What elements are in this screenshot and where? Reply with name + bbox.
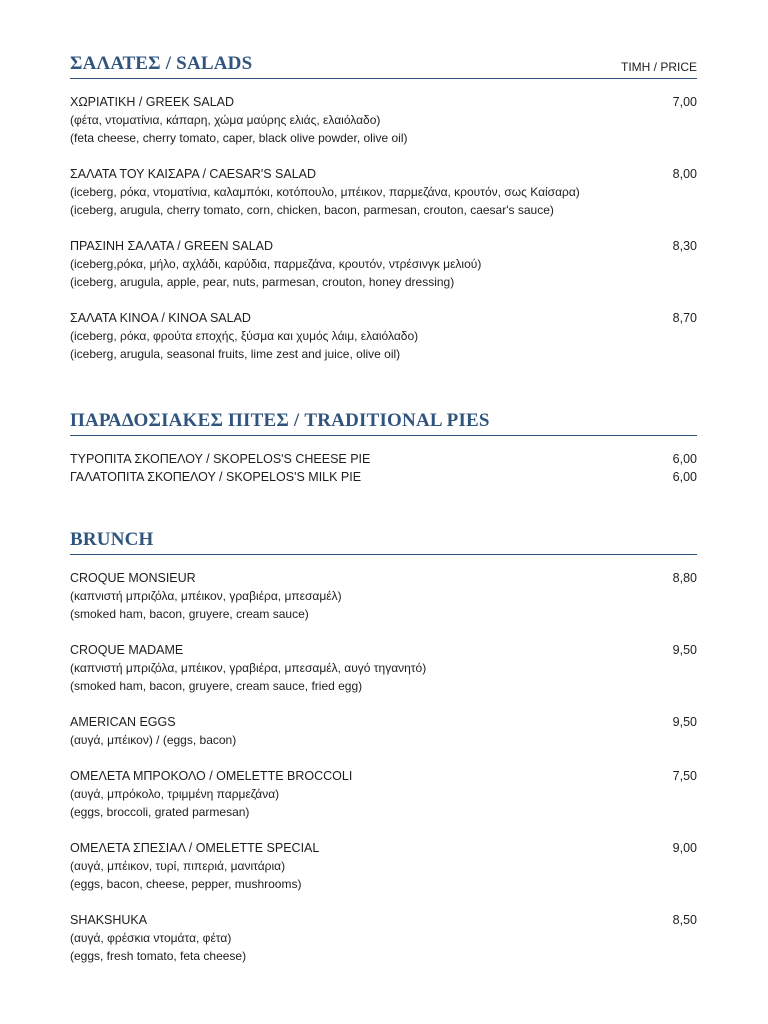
- salads-section: [70, 52, 697, 381]
- menu-item: [70, 641, 697, 695]
- item-description-greek: (iceberg, ρόκα, ντοματίνια, καλαμπόκι, κοτόπουλο, μπέικον, παρμεζάνα, κρουτόν, σως Καίσαρα): [70, 185, 580, 199]
- item-price: 9,00: [672, 841, 697, 855]
- item-description-english: (smoked ham, bacon, gruyere, cream sauce): [70, 607, 309, 621]
- item-description-english: (eggs, fresh tomato, feta cheese): [70, 949, 247, 963]
- item-price: 8,30: [672, 239, 697, 253]
- item-name: AMERICAN EGGS: [70, 715, 176, 729]
- item-name: ΟΜΕΛΕΤΑ ΜΠΡΟΚΟΛΟ / OMELETTE BROCCOLI: [70, 769, 353, 783]
- item-description-english: (eggs, bacon, cheese, pepper, mushrooms): [70, 877, 302, 891]
- item-description: (αυγά, μπέικον) / (eggs, bacon): [70, 733, 237, 747]
- item-price: 8,70: [672, 311, 697, 325]
- item-price: 8,50: [672, 913, 697, 927]
- item-description-greek: (καπνιστή μπριζόλα, μπέικον, γραβιέρα, μπεσαμέλ): [70, 589, 342, 603]
- item-name: ΓΑΛΑΤΟΠΙΤΑ ΣΚΟΠΕΛΟΥ / SKOPELOS'S MILK PIE: [70, 470, 362, 484]
- item-description-greek: (αυγά, μπέικον, τυρί, πιπεριά, μανιτάρια): [70, 859, 286, 873]
- item-price: 8,80: [672, 571, 697, 585]
- menu-item: [70, 450, 697, 468]
- item-name: ΟΜΕΛΕΤΑ ΣΠΕΣΙΑΛ / OMELETTE SPECIAL: [70, 841, 320, 855]
- salads-list: [70, 93, 697, 363]
- item-description-greek: (καπνιστή μπριζόλα, μπέικον, γραβιέρα, μπεσαμέλ, αυγό τηγανητό): [70, 661, 427, 675]
- item-price: 8,00: [672, 167, 697, 181]
- menu-item: [70, 468, 697, 486]
- menu-item: [70, 309, 697, 363]
- item-name: SHAKSHUKA: [70, 913, 148, 927]
- pies-section: [70, 409, 697, 486]
- menu-item: [70, 839, 697, 893]
- salads-header: [70, 52, 697, 79]
- pies-list: [70, 450, 697, 486]
- item-description-greek: (αυγά, μπρόκολο, τριμμένη παρμεζάνα): [70, 787, 280, 801]
- item-name: ΧΩΡΙΑΤΙΚΗ / GREEK SALAD: [70, 95, 235, 109]
- brunch-header: [70, 528, 697, 555]
- item-price: 7,00: [672, 95, 697, 109]
- brunch-section: [70, 528, 697, 965]
- menu-item: [70, 237, 697, 291]
- item-description-greek: (φέτα, ντοματίνια, κάπαρη, χώμα μαύρης ελιάς, ελαιόλαδο): [70, 113, 381, 127]
- menu-item: [70, 767, 697, 821]
- brunch-title: BRUNCH: [70, 529, 154, 550]
- salads-title: ΣΑΛΑΤΕΣ / SALADS: [70, 53, 253, 74]
- item-name: ΠΡΑΣΙΝΗ ΣΑΛΑΤΑ / GREEN SALAD: [70, 239, 274, 253]
- item-price: 9,50: [672, 715, 697, 729]
- item-description-english: (smoked ham, bacon, gruyere, cream sauce, fried egg): [70, 679, 363, 693]
- item-price: 6,00: [672, 470, 697, 484]
- pies-title: ΠΑΡΑΔΟΣΙΑΚΕΣ ΠΙΤΕΣ / TRADITIONAL PIES: [70, 410, 490, 431]
- pies-header: [70, 409, 697, 436]
- item-name: CROQUE MONSIEUR: [70, 571, 196, 585]
- item-description-english: (iceberg, arugula, cherry tomato, corn, chicken, bacon, parmesan, crouton, caesar's sauce): [70, 203, 554, 217]
- item-name: ΤΥΡΟΠΙΤΑ ΣΚΟΠΕΛΟΥ / SKOPELOS'S CHEESE PIE: [70, 452, 371, 466]
- item-description-english: (iceberg, arugula, seasonal fruits, lime zest and juice, olive oil): [70, 347, 401, 361]
- menu-item: [70, 93, 697, 147]
- item-name: ΣΑΛΑΤΑ ΤΟΥ ΚΑΙΣΑΡΑ / CAESAR'S SALAD: [70, 167, 317, 181]
- item-name: ΣΑΛΑΤΑ KINOA / KINOA SALAD: [70, 311, 251, 325]
- item-description-greek: (αυγά, φρέσκια ντομάτα, φέτα): [70, 931, 232, 945]
- brunch-list: [70, 569, 697, 965]
- item-description-english: (iceberg, arugula, apple, pear, nuts, parmesan, crouton, honey dressing): [70, 275, 455, 289]
- item-name: CROQUE MADAME: [70, 643, 184, 657]
- item-description-english: (eggs, broccoli, grated parmesan): [70, 805, 250, 819]
- item-price: 6,00: [672, 452, 697, 466]
- item-description-english: (feta cheese, cherry tomato, caper, black olive powder, olive oil): [70, 131, 408, 145]
- item-price: 7,50: [672, 769, 697, 783]
- item-price: 9,50: [672, 643, 697, 657]
- menu-item: [70, 911, 697, 965]
- menu-item: [70, 569, 697, 623]
- item-description-greek: (iceberg, ρόκα, φρούτα εποχής, ξύσμα και χυμός λάιμ, ελαιόλαδο): [70, 329, 419, 343]
- price-column-header: ΤΙΜΗ / PRICE: [620, 60, 697, 74]
- menu-item: [70, 713, 697, 749]
- menu-item: [70, 165, 697, 219]
- item-description-greek: (iceberg,ρόκα, μήλο, αχλάδι, καρύδια, παρμεζάνα, κρουτόν, ντρέσινγκ μελιού): [70, 257, 482, 271]
